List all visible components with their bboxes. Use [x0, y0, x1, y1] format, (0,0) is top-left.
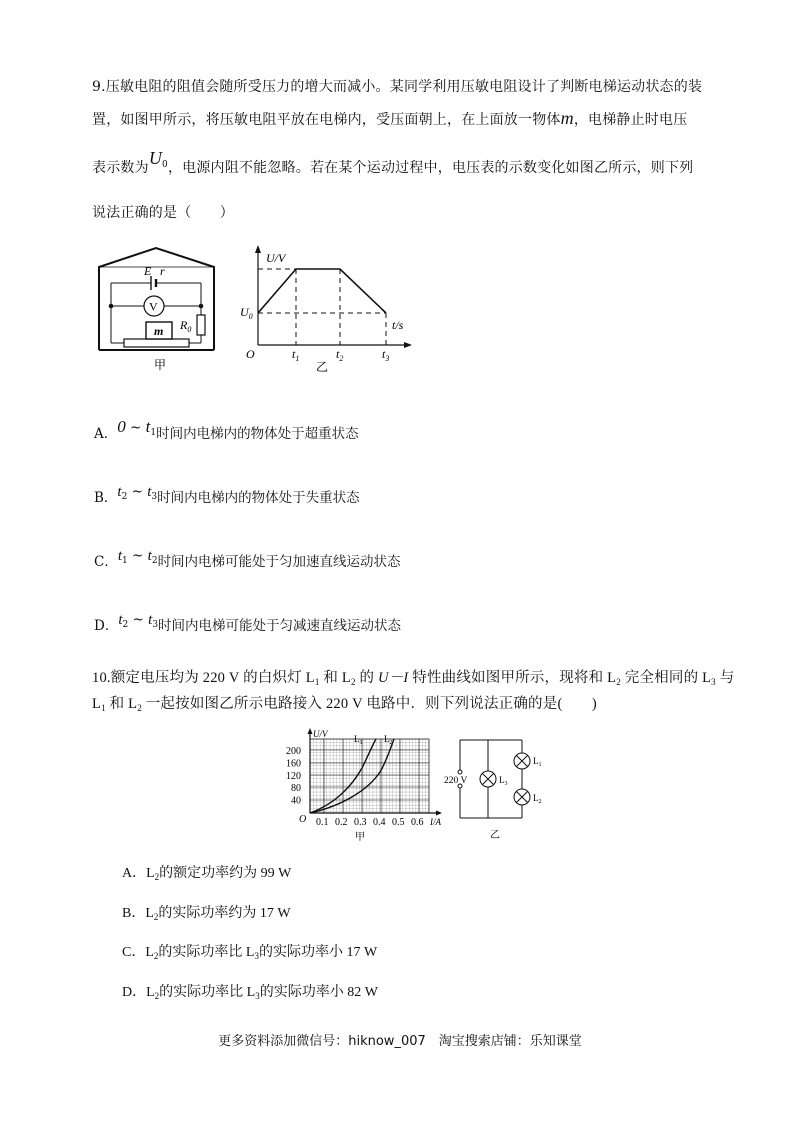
y-tick-40: 40 — [291, 795, 301, 807]
q9-option-b[interactable]: B．$t_2$ ~ $t_3$时间内电梯内的物体处于失重状态 — [94, 484, 360, 506]
q10-figure-a-caption: 甲 — [355, 832, 365, 843]
q9-option-c[interactable]: C．$t_1$ ~ $t_2$时间内电梯可能处于匀加速直线运动状态 — [94, 548, 401, 570]
q10-figure-b-caption: 乙 — [490, 830, 500, 841]
x-tick-0.3: 0.3 — [354, 817, 367, 828]
svg-text:O: O — [246, 347, 255, 361]
x-tick-0.6: 0.6 — [411, 817, 424, 828]
lamp-l1-icon — [514, 753, 530, 769]
y-tick-80: 80 — [291, 783, 301, 794]
q10-option-c[interactable]: C．$L_2$的实际功率比 $L_3$的实际功率小 17 W — [122, 945, 378, 961]
x-tick-0.5: 0.5 — [392, 817, 405, 828]
svg-text:R0: $R_0$ — [180, 318, 192, 334]
y-tick-160: 160 — [286, 758, 301, 770]
svg-text:L1: $L_1$ — [354, 734, 363, 746]
q9-option-a[interactable]: A．0 ~ $t_1$时间内电梯内的物体处于超重状态 — [94, 417, 359, 442]
q10-option-b[interactable]: B．$L_2$的实际功率约为 17 W — [122, 906, 291, 922]
x-tick-0.4: 0.4 — [373, 817, 386, 828]
q10-figure-b-circuit — [442, 730, 552, 842]
q9-figure-a-circuit — [94, 245, 229, 373]
q10-option-a[interactable]: A．$L_2$的额定功率约为 99 W — [122, 866, 292, 882]
q9-resistor-r0 — [197, 315, 205, 335]
q10-source-voltage: 220 V — [444, 776, 468, 786]
q9-graph-x-label: t/s — [392, 318, 404, 332]
q9-emf-label: E — [144, 264, 152, 278]
svg-text:L2: $L_2$ — [533, 793, 542, 805]
svg-text:t1: $t_1$ — [292, 347, 300, 363]
svg-text:L2: $L_2$ — [384, 734, 393, 746]
x-tick-0.1: 0.1 — [316, 817, 329, 828]
q9-line-1: 9.压敏电阻的阻值会随所受压力的增大而减小。某同学利用压敏电阻设计了判断电梯运动状态的装 — [92, 79, 703, 95]
svg-text:I/A: I/A — [430, 817, 441, 827]
q9-figure-b-caption: 乙 — [316, 360, 329, 374]
q9-pressure-resistor — [124, 339, 189, 347]
q10-option-d[interactable]: D．$L_2$的实际功率比 $L_3$的实际功率小 82 W — [122, 985, 378, 1001]
svg-text:m: m — [154, 324, 164, 338]
y-tick-200: 200 — [286, 746, 301, 757]
q10-line-1: 10.额定电压均为 220 V 的白炽灯 $L_1$ 和 $L_2$ 的 U－I 特性曲线如图甲所示，现将和 $L_2$ 完全相同的 $L_3$ 与 — [92, 670, 735, 687]
svg-text:L3: $L_3$ — [499, 775, 508, 787]
svg-text:V: V — [149, 299, 158, 314]
q9-line-4: 说法正确的是（ ） — [92, 205, 234, 221]
svg-text:O: O — [299, 814, 307, 825]
q10-figure-a-graph — [280, 728, 450, 843]
q9-figure-a-caption: 甲 — [154, 358, 167, 372]
q9-graph-y-label: U/V — [266, 251, 286, 265]
svg-text:t2: $t_2$ — [336, 347, 344, 363]
q9-option-d[interactable]: D．$t_2$ ~ $t_3$时间内电梯可能处于匀减速直线运动状态 — [94, 612, 402, 634]
x-tick-0.2: 0.2 — [335, 817, 348, 828]
svg-text:U0: $U_0$ — [240, 305, 253, 321]
q10-line-2: $L_1$ 和 $L_2$ 一起按如图乙所示电路接入 220 V 电路中．则下列说法正确的是( ) — [92, 696, 597, 713]
q9-line-3: 表示数为$U_0$，电源内阻不能忽略。若在某个运动过程中，电压表的示数变化如图乙所示，则下列 — [92, 148, 694, 176]
y-tick-120: 120 — [286, 771, 301, 782]
svg-text:L1: $L_1$ — [533, 756, 542, 768]
lamp-l2-icon — [514, 789, 530, 805]
q9-internal-resistance-label: r — [160, 264, 165, 278]
q9-figure-b-graph — [236, 243, 416, 378]
lamp-l3-icon — [480, 771, 496, 787]
footer-promo-text: 更多资料添加微信号：hiknow_007 淘宝搜索店铺：乐知课堂 — [218, 1034, 582, 1049]
svg-text:U/V: U/V — [313, 729, 328, 739]
q9-line-2: 置，如图甲所示，将压敏电阻平放在电梯内，受压面朝上，在上面放一物体m，电梯静止时电压 — [92, 108, 688, 128]
q9-voltage-curve — [258, 269, 386, 313]
svg-text:t3: $t_3$ — [382, 347, 390, 363]
